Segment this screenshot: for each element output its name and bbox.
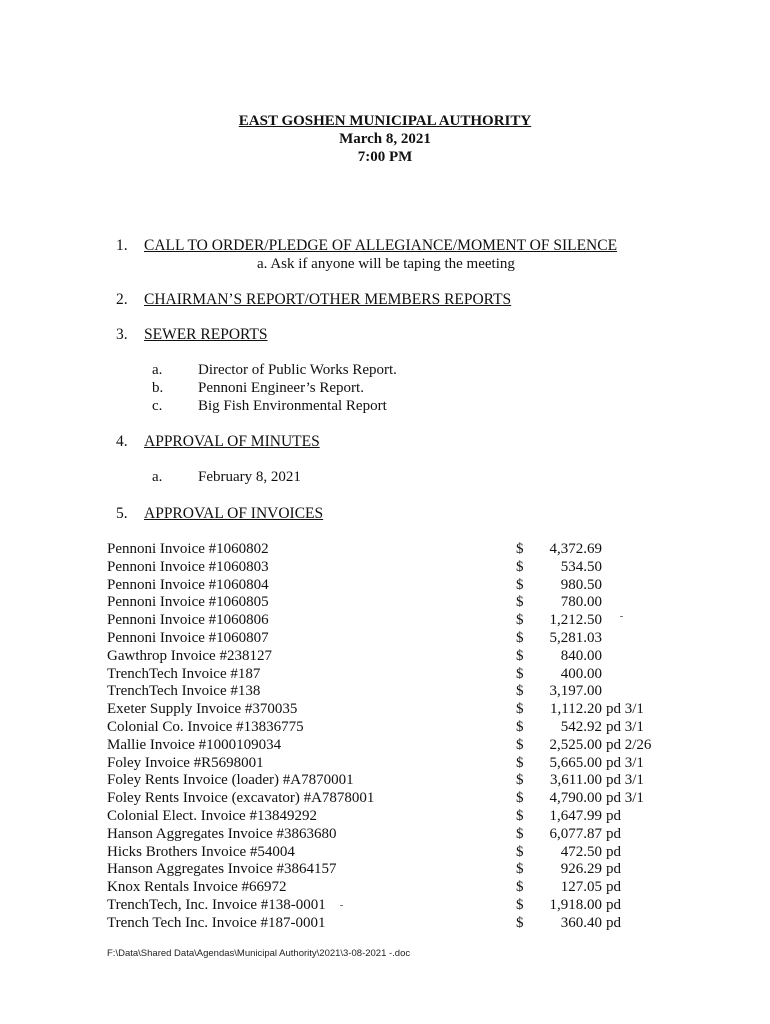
document-header	[0, 112, 770, 166]
subitem-letter: a.	[152, 362, 163, 378]
subitem-text: February 8, 2021	[198, 469, 301, 485]
dollar-sign: $	[516, 701, 524, 718]
dollar-sign: $	[516, 630, 524, 646]
invoice-row	[107, 843, 667, 861]
invoice-amount: 542.92	[560, 719, 602, 735]
invoice-name: Colonial Elect. Invoice #13849292	[107, 808, 317, 824]
payment-note: pd	[606, 843, 621, 860]
invoice-amount: 780.00	[560, 594, 602, 611]
subitem-letter: a.	[152, 469, 163, 485]
dollar-sign: $	[516, 612, 524, 629]
invoice-row	[107, 665, 667, 683]
payment-note: pd	[606, 808, 621, 824]
scan-speck	[620, 616, 623, 617]
agenda-item-number: 1.	[116, 237, 128, 254]
dollar-sign: $	[516, 808, 524, 824]
payment-note: pd 3/1	[606, 754, 644, 771]
dollar-sign: $	[516, 914, 524, 931]
subitem-letter: c.	[152, 398, 163, 414]
agenda-item-number: 2.	[116, 291, 128, 308]
invoice-name: Colonial Co. Invoice #13836775	[107, 719, 304, 735]
agenda-item-1	[116, 236, 617, 255]
invoice-name: Pennoni Invoice #1060805	[107, 594, 269, 611]
invoice-name: Trench Tech Inc. Invoice #187-0001	[107, 914, 326, 931]
invoice-row	[107, 576, 667, 594]
dollar-sign: $	[516, 897, 524, 913]
invoice-row	[107, 593, 667, 611]
invoice-row	[107, 558, 667, 576]
subitem-text: Pennoni Engineer’s Report.	[198, 380, 364, 396]
payment-note: pd	[606, 861, 621, 878]
meeting-date: March 8, 2021	[339, 131, 431, 147]
invoice-row	[107, 736, 667, 754]
meeting-time: 7:00 PM	[357, 149, 413, 165]
agenda-item-title: SEWER REPORTS	[144, 326, 268, 343]
invoice-amount: 4,372.69	[549, 541, 602, 557]
invoice-row	[107, 540, 667, 558]
invoice-name: Knox Rentals Invoice #66972	[107, 879, 287, 896]
dollar-sign: $	[516, 736, 524, 753]
invoice-name: Pennoni Invoice #1060806	[107, 612, 269, 629]
invoice-name: Foley Invoice #R5698001	[107, 754, 264, 771]
subitem-text: Big Fish Environmental Report	[198, 398, 387, 414]
invoice-name: TrenchTech, Inc. Invoice #138-0001	[107, 897, 326, 913]
scan-speck	[340, 905, 343, 906]
invoice-amount: 6,077.87	[549, 825, 602, 842]
dollar-sign: $	[516, 754, 524, 771]
invoice-row	[107, 807, 667, 825]
invoice-row	[107, 825, 667, 843]
agenda-item-4	[116, 432, 320, 451]
invoice-amount: 3,611.00	[550, 772, 602, 789]
invoice-name: Pennoni Invoice #1060802	[107, 541, 269, 557]
dollar-sign: $	[516, 879, 524, 896]
dollar-sign: $	[516, 772, 524, 789]
invoice-row	[107, 896, 667, 914]
invoice-row	[107, 860, 667, 878]
dollar-sign: $	[516, 558, 524, 575]
invoice-amount: 5,665.00	[549, 754, 602, 771]
invoice-name: TrenchTech Invoice #187	[107, 665, 261, 682]
invoice-amount: 1,212.50	[549, 612, 602, 629]
invoice-row	[107, 611, 667, 629]
invoice-name: Pennoni Invoice #1060807	[107, 630, 269, 646]
invoice-row	[107, 789, 667, 807]
agenda-subitem	[152, 379, 364, 398]
agenda-item-title: CHAIRMAN’S REPORT/OTHER MEMBERS REPORTS	[144, 291, 512, 308]
invoice-amount: 2,525.00	[549, 736, 602, 753]
invoice-name: Hanson Aggregates Invoice #3864157	[107, 861, 337, 878]
agenda-subitem	[152, 468, 301, 487]
invoice-amount: 534.50	[560, 558, 602, 575]
invoice-row	[107, 771, 667, 789]
invoice-row	[107, 700, 667, 718]
agenda-item-title: APPROVAL OF MINUTES	[144, 433, 320, 450]
invoice-name: Mallie Invoice #1000109034	[107, 736, 282, 753]
invoice-name: Hicks Brothers Invoice #54004	[107, 843, 295, 860]
dollar-sign: $	[516, 683, 524, 700]
invoice-amount: 4,790.00	[549, 790, 602, 807]
invoice-name: Hanson Aggregates Invoice #3863680	[107, 825, 337, 842]
dollar-sign: $	[516, 843, 524, 860]
invoice-name: TrenchTech Invoice #138	[107, 683, 261, 700]
agenda-item-1-sub-a: a. Ask if anyone will be taping the meeting	[257, 256, 515, 272]
invoice-name: Pennoni Invoice #1060803	[107, 558, 269, 575]
invoice-amount: 127.05	[560, 879, 602, 896]
dollar-sign: $	[516, 825, 524, 842]
invoice-name: Exeter Supply Invoice #370035	[107, 701, 298, 718]
agenda-item-2	[116, 290, 511, 309]
invoice-amount: 472.50	[560, 843, 602, 860]
dollar-sign: $	[516, 861, 524, 878]
agenda-item-3	[116, 325, 268, 344]
dollar-sign: $	[516, 594, 524, 611]
invoice-row	[107, 682, 667, 700]
invoice-amount: 400.00	[560, 665, 602, 682]
invoice-amount: 1,647.99	[549, 808, 602, 824]
payment-note: pd 3/1	[606, 790, 644, 807]
invoice-row	[107, 647, 667, 665]
payment-note: pd 3/1	[606, 772, 644, 789]
invoice-name: Gawthrop Invoice #238127	[107, 647, 272, 664]
dollar-sign: $	[516, 647, 524, 664]
invoice-name: Foley Rents Invoice (excavator) #A7878001	[107, 790, 375, 807]
dollar-sign: $	[516, 541, 524, 557]
payment-note: pd	[606, 897, 621, 913]
agenda-item-number: 4.	[116, 433, 128, 450]
invoice-amount: 360.40	[560, 914, 602, 931]
invoice-row	[107, 914, 667, 932]
payment-note: pd	[606, 825, 621, 842]
subitem-letter: b.	[152, 380, 164, 396]
agenda-item-title: APPROVAL OF INVOICES	[144, 505, 324, 522]
invoice-amount: 3,197.00	[549, 683, 602, 700]
dollar-sign: $	[516, 576, 524, 593]
payment-note: pd	[606, 879, 621, 896]
agenda-subitem	[152, 361, 397, 380]
invoice-row	[107, 629, 667, 647]
invoice-amount: 5,281.03	[549, 630, 602, 646]
dollar-sign: $	[516, 790, 524, 807]
payment-note: pd 3/1	[606, 719, 644, 735]
dollar-sign: $	[516, 665, 524, 682]
invoice-row	[107, 878, 667, 896]
invoice-row	[107, 718, 667, 736]
agenda-item-title: CALL TO ORDER/PLEDGE OF ALLEGIANCE/MOMENT OF SILENCE	[144, 237, 618, 254]
invoice-row	[107, 754, 667, 772]
invoice-name: Foley Rents Invoice (loader) #A7870001	[107, 772, 354, 789]
payment-note: pd 3/1	[606, 701, 644, 718]
invoice-name: Pennoni Invoice #1060804	[107, 576, 269, 593]
file-path-footer: F:\Data\Shared Data\Agendas\Municipal Authority\2021\3-08-2021 -.doc	[107, 948, 411, 959]
subitem-text: Director of Public Works Report.	[198, 362, 397, 378]
payment-note: pd	[606, 914, 621, 931]
invoice-amount: 980.50	[560, 576, 602, 593]
invoice-amount: 1,112.20	[550, 701, 602, 718]
dollar-sign: $	[516, 719, 524, 735]
invoice-amount: 840.00	[560, 647, 602, 664]
invoice-amount: 1,918.00	[549, 897, 602, 913]
agenda-subitem	[152, 397, 387, 416]
invoice-amount: 926.29	[560, 861, 602, 878]
agenda-item-number: 5.	[116, 505, 128, 522]
agenda-item-number: 3.	[116, 326, 128, 343]
organization-title: EAST GOSHEN MUNICIPAL AUTHORITY	[238, 113, 532, 129]
payment-note: pd 2/26	[606, 736, 652, 753]
agenda-item-5	[116, 504, 323, 523]
